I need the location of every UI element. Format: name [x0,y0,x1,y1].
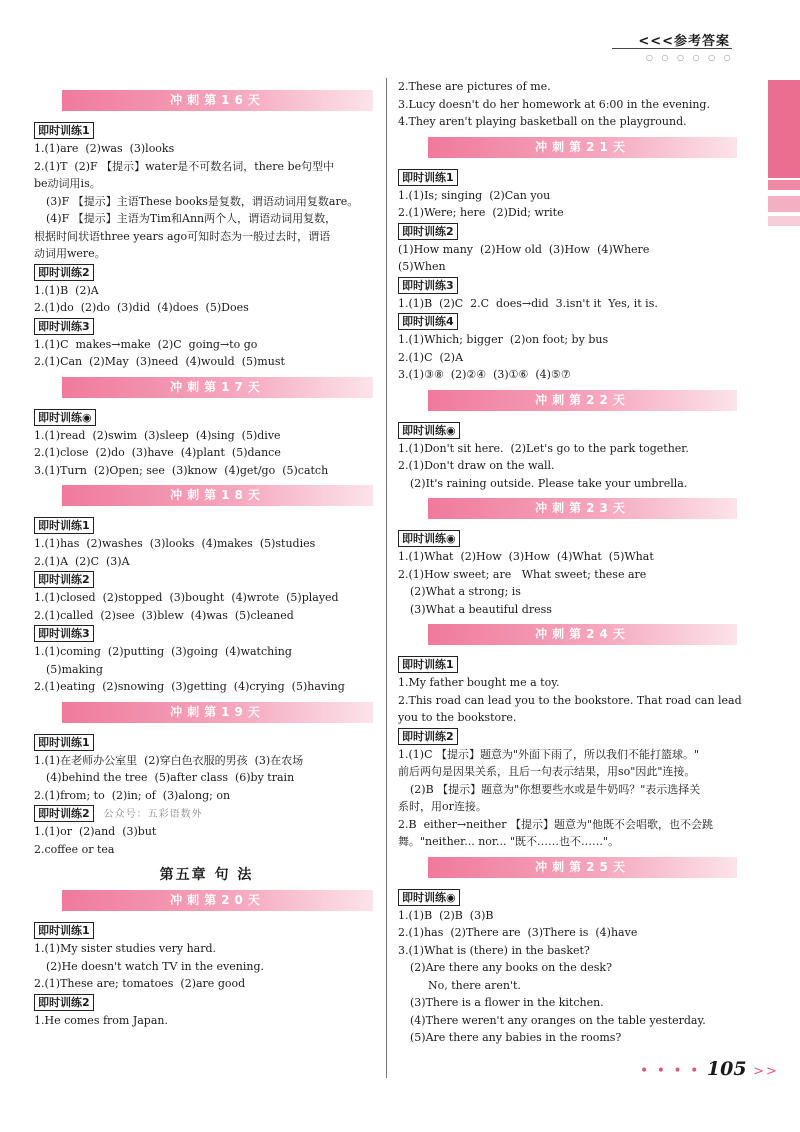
answer-line: 1.(1)Is; singing (2)Can you [398,188,551,202]
answer-line: (2)He doesn't watch TV in the evening. [46,959,265,973]
exercise-section [34,733,379,805]
exercise-section [398,655,743,727]
section-label: 即时训练4 [398,313,458,330]
exercise-section [34,804,379,858]
answer-line: 动词用were。 [34,247,106,260]
column-divider [386,78,387,1078]
section-label-row [398,276,743,295]
section-label-row [34,263,379,282]
exercise-section [34,263,379,317]
exercise-section [398,168,743,222]
answer-line: (2)What a strong; is [410,585,521,598]
edge-tab-stripe-3 [768,216,800,226]
answer-line: 1.(1)Don't sit here. (2)Let's go to the park together. [398,441,689,455]
day-block [398,496,743,618]
answer-line: 系时，用or连接。 [398,800,487,813]
day-banner-wrap [34,700,379,723]
day-banner-wrap [34,375,379,398]
day-block [34,375,379,480]
section-label-row [398,888,743,907]
answer-line: 1.(1)C 【提示】题意为"外面下雨了，所以我们不能打篮球。" [398,747,700,761]
answer-line: 1.(1)has (2)washes (3)looks (4)makes (5)studies [34,537,316,550]
section-label-row [34,733,379,752]
answer-line: 2.(1)Were; here (2)Did; write [398,206,564,219]
section-label: 即时训练3 [398,277,458,294]
exercise-section [398,727,743,851]
edge-tab-large [768,80,800,178]
section-label: 即时训练1 [34,922,94,939]
section-label: 即时训练◉ [398,889,460,906]
answer-line: 1.(1)Which; bigger (2)on foot; by bus [398,333,609,346]
section-label: 即时训练1 [398,169,458,186]
answer-line: 1.(1)B (2)B (3)B [398,908,494,922]
section-label-row [34,317,379,336]
exercise-section [398,312,743,384]
day-block [398,388,743,493]
section-label: 即时训练1 [34,734,94,751]
exercise-section [398,529,743,618]
day-block [398,855,743,1047]
chapter-title: 第五章 句 法 [159,867,254,883]
section-label: 即时训练3 [34,318,94,335]
day-block [34,864,379,1029]
section-label: 即时训练2 [398,223,458,240]
section-label: 即时训练2 [34,805,94,822]
answer-line: (1)How many (2)How old (3)How (4)Where [398,242,650,256]
day-banner-wrap [34,888,379,911]
answer-line: 1.(1)C makes→make (2)C going→to go [34,337,258,351]
answer-line: 1.(1)B (2)A [34,283,99,297]
answer-line: 2.(1)called (2)see (3)blew (4)was (5)cleaned [34,608,294,622]
answer-line: (4)There weren't any oranges on the table yesterday. [410,1013,706,1027]
day-banner-wrap [398,496,743,519]
answer-line: 3.(1)Turn (2)Open; see (3)know (4)get/go (5)catch [34,463,329,477]
section-label-row [34,570,379,589]
edge-tab-stripe-2 [768,196,800,212]
day-banner-wrap [34,483,379,506]
answer-line: 2.These are pictures of me. [398,80,551,93]
day-block [398,135,743,384]
answer-line: 1.(1)or (2)and (3)but [34,825,157,838]
exercise-section [398,78,743,131]
watermark-note: 公众号：五彩语数外 [103,809,203,820]
answer-line: 2.(1)has (2)There are (3)There is (4)have [398,926,638,939]
exercise-section [34,570,379,624]
exercise-section [34,408,379,480]
answer-line: (4)behind the tree (5)after class (6)by train [46,771,295,784]
day-banner-wrap [34,88,379,111]
section-label: 即时训练◉ [34,409,96,426]
header-rule [612,48,732,49]
answer-line: 2.This road can lead you to the bookstore. That road can lead [398,693,742,707]
header-title: <<<参考答案 [638,34,730,49]
answer-line: (2)It's raining outside. Please take your umbrella. [410,476,688,490]
exercise-section [34,121,379,263]
section-label-row [34,624,379,643]
day-banner: 冲刺第19天 [62,702,373,723]
section-label: 即时训练2 [34,994,94,1011]
day-banner-wrap [398,622,743,645]
answer-line: 2.(1)Can (2)May (3)need (4)would (5)must [34,355,285,368]
section-label-row [34,408,379,427]
day-banner-wrap [398,388,743,411]
answer-line: 2.(1)eating (2)snowing (3)getting (4)crying (5)having [34,680,345,693]
header-dots: ○ ○ ○ ○ ○ ○ [646,53,734,62]
answer-line: (5)Are there any babies in the rooms? [410,1031,622,1044]
exercise-section [34,921,379,993]
day-banner: 冲刺第22天 [428,390,737,411]
answer-line: 2.(1)do (2)do (3)did (4)does (5)Does [34,301,249,314]
day-banner-wrap [398,135,743,158]
day-block [34,700,379,859]
section-label: 即时训练◉ [398,530,460,547]
exercise-section [398,421,743,493]
answer-line: 2.(1)These are; tomatoes (2)are good [34,977,246,990]
day-banner: 冲刺第17天 [62,377,373,398]
answer-line: 1.My father bought me a toy. [398,676,560,689]
section-label: 即时训练3 [34,625,94,642]
day-block [34,483,379,696]
section-label: 即时训练◉ [398,422,460,439]
answer-line: (3)F 【提示】主语These books是复数，谓语动词用复数are。 [46,194,359,208]
left-column [34,84,379,1029]
exercise-section [34,317,379,371]
day-banner: 冲刺第21天 [428,137,737,158]
day-banner: 冲刺第16天 [62,90,373,111]
answer-line: 1.(1)What (2)How (3)How (4)What (5)What [398,550,654,563]
section-label: 即时训练1 [34,517,94,534]
next-arrows-icon: >> [753,1064,779,1079]
answer-line: be动词用is。 [34,177,101,190]
exercise-section [398,276,743,313]
day-banner: 冲刺第20天 [62,890,373,911]
answer-line: (5)When [398,260,446,273]
answer-line: 1.(1)read (2)swim (3)sleep (4)sing (5)dive [34,428,281,442]
answer-line: (5)making [46,662,103,676]
section-label-row [34,993,379,1012]
answer-line: you to the bookstore. [398,711,517,724]
answer-line: 1.(1)My sister studies very hard. [34,942,217,955]
section-label-row [34,121,379,140]
section-label: 即时训练2 [34,264,94,281]
exercise-section [398,222,743,276]
day-block [398,78,743,131]
exercise-section [34,993,379,1030]
section-label-row [34,804,379,823]
section-label-row [34,516,379,535]
answer-line: (3)There is a flower in the kitchen. [410,996,604,1009]
section-label-row [34,921,379,940]
answer-line: 3.(1)What is (there) in the basket? [398,943,590,957]
answer-line: (3)What a beautiful dress [410,602,552,616]
exercise-section [34,516,379,570]
answer-line: 1.He comes from Japan. [34,1013,168,1027]
exercise-section [398,888,743,1047]
answer-line: 2.(1)How sweet; are What sweet; these are [398,567,647,581]
section-label-row [398,421,743,440]
day-block [34,88,379,371]
answer-line: 3.(1)③⑧ (2)②④ (3)①⑥ (4)⑤⑦ [398,368,571,381]
answer-line: 2.(1)A (2)C (3)A [34,554,130,568]
page-number: 105 [706,1058,747,1080]
section-label: 即时训练2 [398,728,458,745]
answer-line: (2)B 【提示】题意为"你想要些水或是牛奶吗？"表示选择关 [410,782,701,796]
answer-line: 舞。"neither... nor... "既不……也不……"。 [398,835,620,848]
answer-line: No, there aren't. [428,978,521,992]
exercise-section [34,624,379,696]
edge-tab-stripe-1 [768,180,800,190]
answer-line: 根据时间状语three years ago可知时态为一般过去时，谓语 [34,229,331,243]
answer-line: 2.(1)from; to (2)in; of (3)along; on [34,788,231,802]
answer-line: 2.(1)Don't draw on the wall. [398,459,555,472]
answer-line: 1.(1)are (2)was (3)looks [34,142,175,155]
answer-line: (2)Are there any books on the desk? [410,961,612,974]
day-banner: 冲刺第24天 [428,624,737,645]
answer-line: 1.(1)B (2)C 2.C does→did 3.isn't it Yes, it is. [398,296,658,310]
section-label: 即时训练1 [34,122,94,139]
answer-line: 4.They aren't playing basketball on the playground. [398,115,687,128]
answer-line: 1.(1)coming (2)putting (3)going (4)watching [34,645,292,658]
section-label-row [398,529,743,548]
day-banner-wrap [398,855,743,878]
answer-line: 2.(1)close (2)do (3)have (4)plant (5)dance [34,446,281,459]
page-footer [640,1058,779,1080]
answer-line: 2.(1)T (2)F 【提示】water是不可数名词，there be句型中 [34,159,335,173]
section-label-row [398,655,743,674]
section-label-row [398,168,743,187]
page-header [638,30,730,49]
answer-line: 2.coffee or tea [34,842,115,856]
right-column [398,78,743,1047]
answer-line: 3.Lucy doesn't do her homework at 6:00 in the evening. [398,97,710,111]
section-label: 即时训练1 [398,656,458,673]
day-banner: 冲刺第18天 [62,485,373,506]
section-label-row [398,222,743,241]
section-label-row [398,727,743,746]
section-label: 即时训练2 [34,571,94,588]
answer-line: 2.(1)C (2)A [398,350,464,364]
day-banner: 冲刺第23天 [428,498,737,519]
section-label-row [398,312,743,331]
answer-line: 1.(1)在老师办公室里 (2)穿白色衣服的男孩 (3)在农场 [34,753,304,767]
answer-line: (4)F 【提示】主语为Tim和Ann两个人，谓语动词用复数， [46,212,337,225]
answer-line: 1.(1)closed (2)stopped (3)bought (4)wrote (5)played [34,591,339,604]
day-banner: 冲刺第25天 [428,857,737,878]
answer-line: 前后两句是因果关系，且后一句表示结果，用so"因此"连接。 [398,765,696,778]
answer-line: 2.B either→neither 【提示】题意为"他既不会唱歌，也不会跳 [398,817,714,831]
footer-dots: • • • • [640,1063,701,1079]
day-block [398,622,743,851]
